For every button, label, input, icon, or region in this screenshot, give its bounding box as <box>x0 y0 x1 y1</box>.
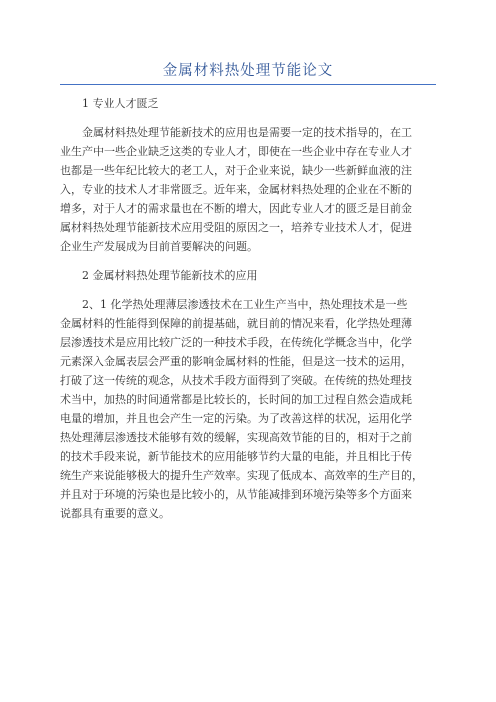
paragraph-1-line-1: 金属材料热处理节能新技术的应用也是需要一定的技术指导的，在工 <box>82 126 412 139</box>
paragraph-2-line-4: 元素深入金属表层会严重的影响金属材料的性能，但是这一技术的运用， <box>60 355 412 368</box>
paragraph-1-line-2: 业生产中一些企业缺乏这类的专业人才，即使在一些企业中存在专业人才 <box>60 145 412 158</box>
title-divider <box>60 84 436 85</box>
paragraph-1-line-4: 入，专业的技术人才非常匮乏。近年来，金属材料热处理的企业在不断的 <box>60 183 412 196</box>
paragraph-2-line-12: 说都具有重要的意义。 <box>60 507 170 520</box>
section-heading-1: 1 专业人才匮乏 <box>82 97 159 110</box>
paragraph-2-line-10: 统生产来说能够极大的提升生产效率。实现了低成本、高效率的生产目的， <box>60 469 423 482</box>
paragraph-2-line-6: 术当中，加热的时间通常都是比较长的，长时间的加工过程自然会造成耗 <box>60 393 412 406</box>
paragraph-2-line-3: 层渗透技术是应用比较广泛的一种技术手段，在传统化学概念当中，化学 <box>60 336 412 349</box>
paragraph-2-line-5: 打破了这一传统的观念，从技术手段方面得到了突破。在传统的热处理技 <box>60 374 412 387</box>
section-heading-2: 2 金属材料热处理节能新技术的应用 <box>82 269 258 282</box>
paragraph-1-line-3: 也都是一些年纪比较大的老工人，对于企业来说，缺少一些新鲜血液的注 <box>60 164 412 177</box>
paragraph-1-line-6: 属材料热处理节能新技术应用受阻的原因之一，培养专业技术人才，促进 <box>60 221 412 234</box>
paragraph-2-line-1: 2、1 化学热处理薄层渗透技术在工业生产当中，热处理技术是一些 <box>82 298 408 311</box>
paragraph-2-line-8: 热处理薄层渗透技术能够有效的缓解，实现高效节能的目的，相对于之前 <box>60 431 412 444</box>
paragraph-1-line-5: 增多，对于人才的需求量也在不断的增大，因此专业人才的匮乏是目前金 <box>60 202 412 215</box>
paragraph-2-line-7: 电量的增加，并且也会产生一定的污染。为了改善这样的状况，运用化学 <box>60 412 412 425</box>
paragraph-1-line-7: 企业生产发展成为目前首要解决的问题。 <box>60 240 258 253</box>
document-title: 金属材料热处理节能论文 <box>162 63 334 79</box>
paragraph-2-line-11: 并且对于环境的污染也是比较小的，从节能减排到环境污染等多个方面来 <box>60 488 412 501</box>
paragraph-2-line-2: 金属材料的性能得到保障的前提基础，就目前的情况来看，化学热处理薄 <box>60 317 412 330</box>
paragraph-2-line-9: 的技术手段来说，新节能技术的应用能够节约大量的电能，并且相比于传 <box>60 450 412 463</box>
